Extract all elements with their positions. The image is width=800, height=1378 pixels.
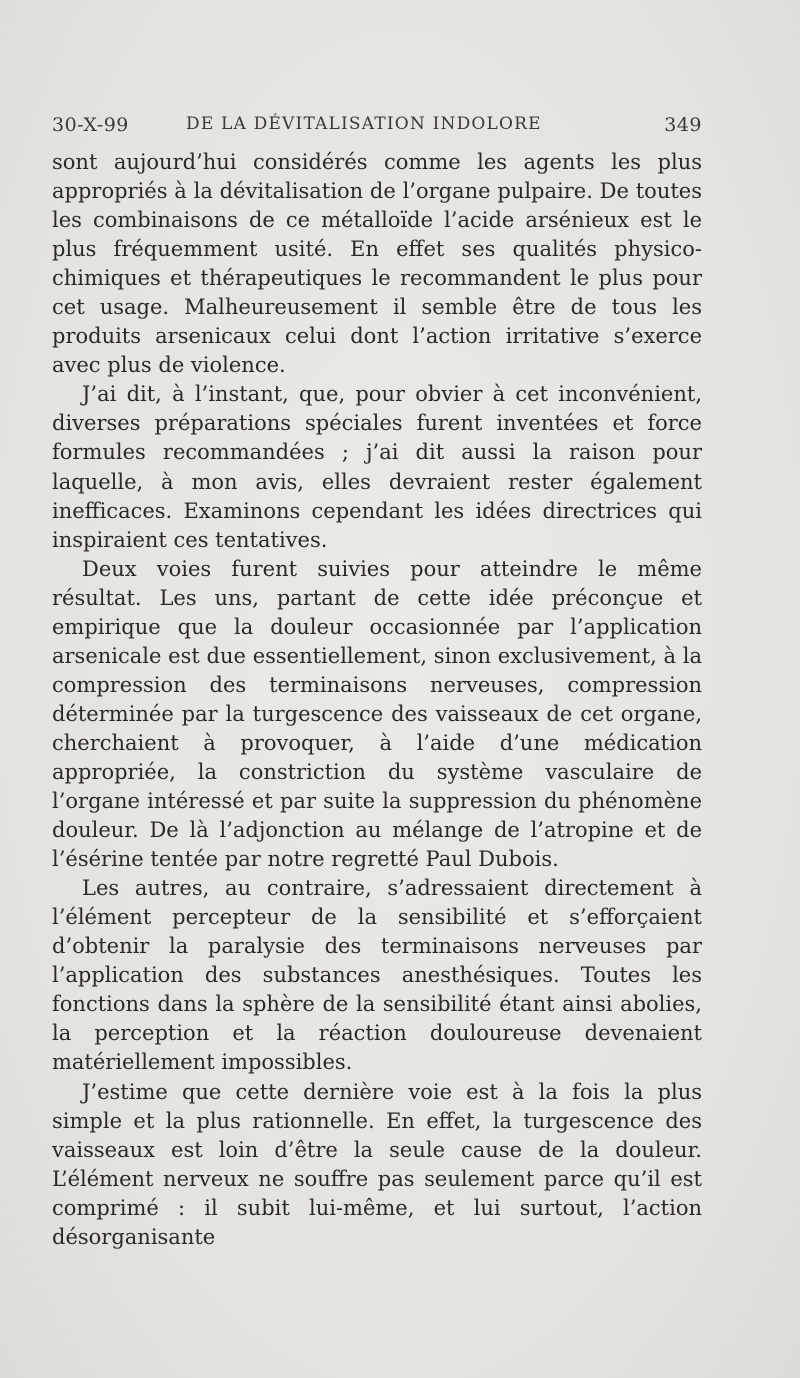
body-text [52, 148, 702, 1252]
header-date: 30-X-99 [52, 114, 129, 136]
paragraph-1: sont aujourd’hui considérés comme les agents les plus appropriés à la dévitalisation de l’organe pulpaire. De toutes les combinaisons de ce métalloïde l’acide arsénieux est le plus fréquemment usité. En effet ses qualités physico-chimiques et thérapeutiques le recommandent le plus pour cet usage. Malheureusement il semble être de tous les produits arsenicaux celui dont l’action irritative s’exerce avec plus de violence. [52, 150, 702, 378]
running-title: DE LA DÉVITALISATION INDOLORE [186, 114, 542, 134]
running-header [52, 114, 702, 142]
paragraph-3: Deux voies furent suivies pour atteindre le même résultat. Les uns, partant de cette idée préconçue et empirique que la douleur occasionnée par l’application arsenicale est due essentiellement, sinon exclusivement, à la compression des terminaisons nerveuses, compression déterminée par la turgescence des vaisseaux de cet organe, cherchaient à provoquer, à l’aide d’une médication appropriée, la constriction du système vasculaire de l’organe intéressé et par suite la suppression du phénomène douleur. De là l’adjonction au mélange de l’atropine et de l’ésérine tentée par notre regretté Paul Dubois. [52, 556, 702, 872]
paragraph-5: J’estime que cette dernière voie est à la fois la plus simple et la plus rationnelle. En effet, la turgescence des vaisseaux est loin d’être la seule cause de la douleur. L’élément nerveux ne souffre pas seulement parce qu’il est comprimé : il subit lui-même, et lui surtout, l’action désorganisante [52, 1079, 702, 1249]
page-number: 349 [664, 114, 702, 136]
paragraph-4: Les autres, au contraire, s’adressaient directement à l’élément percepteur de la sensibilité et s’efforçaient d’obtenir la paralysie des terminaisons nerveuses par l’application des substances anesthésiques. Toutes les fonctions dans la sphère de la sensibilité étant ainsi abolies, la perception et la réaction douloureuse devenaient matériellement impossibles. [52, 876, 702, 1075]
paragraph-2: J’ai dit, à l’instant, que, pour obvier à cet inconvénient, diverses préparations spéciales furent inventées et force formules recommandées ; j’ai dit aussi la raison pour laquelle, à mon avis, elles devraient rester également inefficaces. Examinons cependant les idées directrices qui inspiraient ces tentatives. [52, 382, 702, 552]
